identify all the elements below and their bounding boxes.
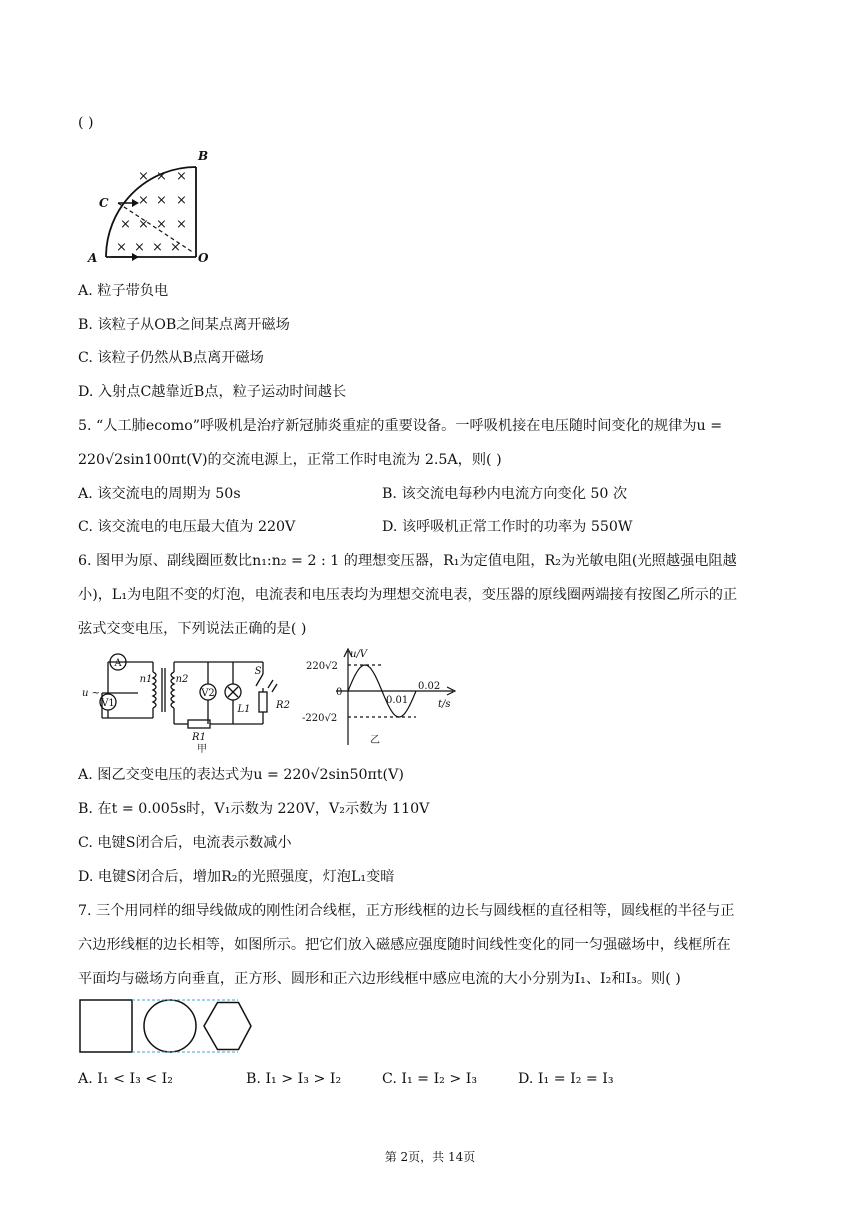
svg-text:×: × (152, 240, 163, 255)
q6-option-a: A. 图乙交变电压的表达式为u = 220√2sin50πt(V) (78, 767, 404, 783)
q7-loops-figure (78, 996, 258, 1058)
graph-ymin: -220√2 (302, 713, 338, 724)
svg-text:×: × (156, 217, 167, 232)
q7-option-a: A. I₁ < I₃ < I₂ (78, 1071, 173, 1087)
svg-text:×: × (138, 169, 149, 184)
q7-option-c: C. I₁ = I₂ > I₃ (382, 1071, 478, 1087)
svg-text:×: × (176, 169, 187, 184)
switch-label: S (254, 666, 262, 677)
q5-option-c: C. 该交流电的电压最大值为 220V (78, 519, 296, 535)
point-c-label: C (99, 196, 109, 210)
point-a-label: A (88, 251, 98, 265)
q5-stem-line-2: 220√2sin100πt(V)的交流电源上，正常工作时电流为 2.5A，则( ) (78, 452, 502, 468)
svg-text:×: × (176, 193, 187, 208)
q7-option-d: D. I₁ = I₂ = I₃ (518, 1071, 614, 1087)
point-b-label: B (198, 149, 209, 163)
q6-transformer-circuit (78, 648, 293, 756)
secondary-turns-label: n2 (175, 674, 189, 685)
r2-label: R2 (276, 700, 290, 711)
svg-text:×: × (138, 193, 149, 208)
graph-tick-1: 0.01 (386, 695, 409, 706)
svg-text:×: × (170, 240, 181, 255)
q4-magnetic-field-figure (78, 140, 218, 265)
square-loop (80, 1000, 132, 1052)
svg-text:×: × (120, 217, 131, 232)
q5-option-b: B. 该交流电每秒内电流方向变化 50 次 (382, 486, 628, 502)
svg-text:×: × (116, 240, 127, 255)
ammeter-label: A (114, 658, 122, 669)
q7-option-b: B. I₁ > I₃ > I₂ (246, 1071, 342, 1087)
graph-ylabel: u/V (350, 649, 368, 660)
voltmeter-2-label: V2 (201, 688, 215, 699)
graph-caption: 乙 (370, 735, 380, 746)
q5-option-a: A. 该交流电的周期为 50s (78, 486, 241, 502)
q5-stem-line-1: 5. “人工肺ecomo”呼吸机是治疗新冠肺炎重症的重要设备。一呼吸机接在电压随时间变化的规律为u = (78, 418, 723, 434)
q4-option-b: B. 该粒子从OB之间某点离开磁场 (78, 317, 290, 333)
svg-text:×: × (156, 169, 167, 184)
source-label: u ~ (82, 688, 100, 699)
q7-stem-line-3: 平面均与磁场方向垂直，正方形、圆形和正六边形线框中感应电流的大小分别为I₁、I₂和I₃。则( ) (78, 971, 681, 987)
q6-stem-line-3: 弦式交变电压，下列说法正确的是( ) (78, 621, 307, 637)
q6-option-b: B. 在t = 0.005s时，V₁示数为 220V，V₂示数为 110V (78, 801, 430, 817)
q6-option-d: D. 电键S闭合后，增加R₂的光照强度，灯泡L₁变暗 (78, 869, 395, 885)
q6-option-c: C. 电键S闭合后，电流表示数减小 (78, 835, 292, 851)
circle-loop (144, 1000, 196, 1052)
q6-stem-line-2: 小)，L₁为电阻不变的灯泡，电流表和电压表均为理想交流电表，变压器的原线圈两端接有按图乙所示的正 (78, 587, 738, 603)
q4-answer-bracket: ( ) (78, 115, 94, 131)
graph-tick-2: 0.02 (418, 681, 441, 692)
circuit-caption: 甲 (197, 744, 207, 755)
primary-turns-label: n1 (139, 674, 153, 685)
page-footer: 第 2页，共 14页 (384, 1150, 476, 1164)
q7-stem-line-1: 7. 三个用同样的细导线做成的刚性闭合线框，正方形线框的边长与圆线框的直径相等，圆线框的半径与正 (78, 903, 735, 919)
q4-option-d: D. 入射点C越靠近B点，粒子运动时间越长 (78, 384, 347, 400)
point-o-label: O (198, 251, 209, 265)
graph-ymax: 220√2 (306, 661, 338, 672)
graph-xlabel: t/s (438, 699, 451, 710)
voltmeter-1-label: V1 (101, 698, 115, 709)
svg-text:×: × (138, 217, 149, 232)
q5-option-d: D. 该呼吸机正常工作时的功率为 550W (382, 519, 633, 535)
q7-stem-line-2: 六边形线框的边长相等，如图所示。把它们放入磁感应强度随时间线性变化的同一匀强磁场中，线框所在 (78, 937, 731, 953)
svg-text:×: × (134, 240, 145, 255)
q4-option-c: C. 该粒子仍然从B点离开磁场 (78, 350, 264, 366)
q6-voltage-graph (298, 645, 463, 753)
svg-text:×: × (156, 193, 167, 208)
r1-label: R1 (192, 732, 206, 743)
q6-stem-line-1: 6. 图甲为原、副线圈匝数比n₁:n₂ = 2 : 1 的理想变压器，R₁为定值电阻，R₂为光敏电阻(光照越强电阻越 (78, 553, 737, 569)
q4-option-a: A. 粒子带负电 (78, 283, 169, 299)
hexagon-loop (204, 1003, 251, 1050)
svg-text:×: × (176, 217, 187, 232)
lamp-label: L1 (237, 704, 251, 715)
graph-zero: 0 (336, 687, 343, 698)
